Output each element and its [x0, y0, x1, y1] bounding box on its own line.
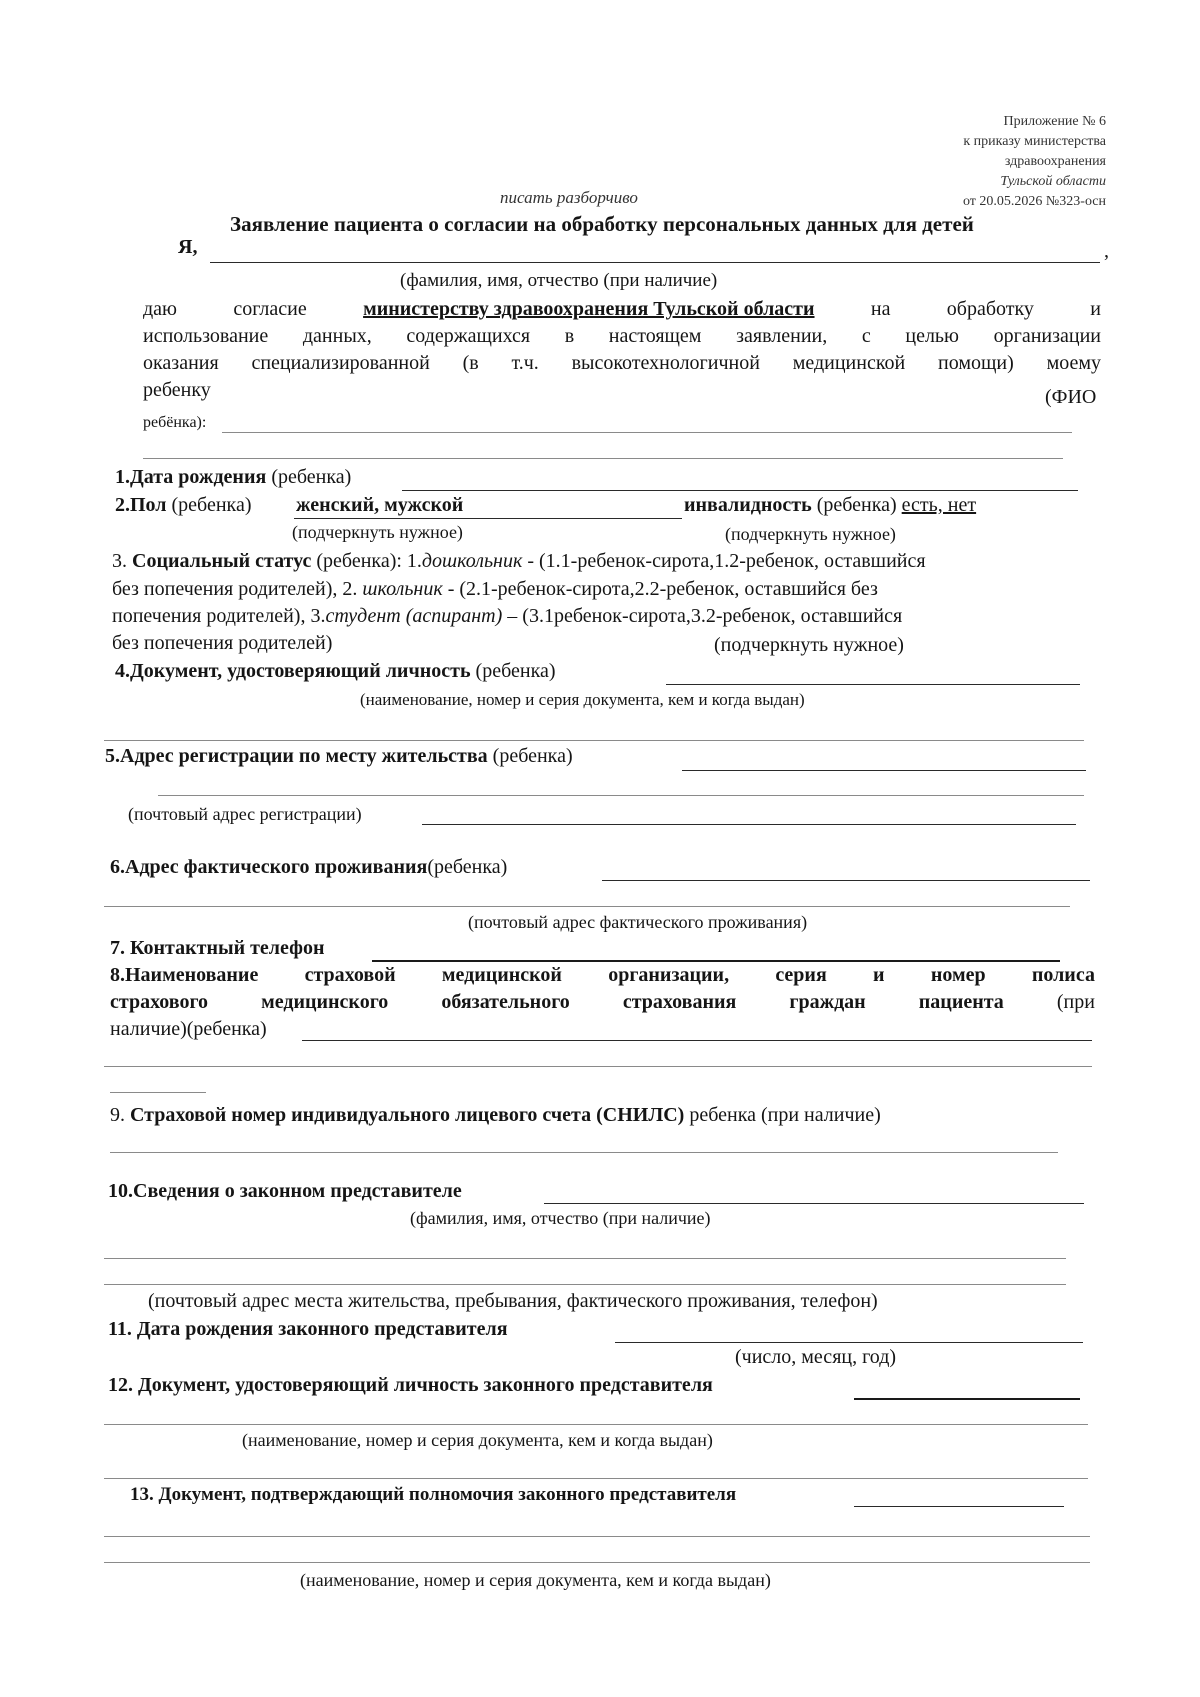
appendix-header: [880, 112, 1106, 212]
item3-l3-b: студент (аспирант): [325, 605, 503, 627]
insurance-word: (при: [1056, 991, 1095, 1013]
item2-label-row: [115, 494, 252, 517]
disability-options[interactable]: есть, нет: [901, 494, 977, 516]
applicant-name-line[interactable]: [210, 262, 1100, 263]
consent-line-1: [143, 298, 1101, 321]
item5-label: 5.Адрес регистрации по месту жительства: [105, 745, 488, 767]
insurance-line-1: [110, 964, 1095, 987]
registration-address-line[interactable]: [682, 770, 1086, 771]
consent-line-3: оказания специализированной (в т.ч. высокотехнологичной медицинской помощи) моему: [143, 352, 1101, 374]
insurance-word: граждан: [789, 991, 866, 1013]
item1-suffix: (ребенка): [271, 466, 352, 488]
i-label: Я,: [178, 236, 198, 258]
consent-word: и: [1090, 298, 1101, 320]
consent-line-4-right: (ФИО: [1045, 386, 1097, 408]
insurance-word: номер: [930, 964, 986, 986]
appendix-line-3: здравоохранения: [1004, 154, 1106, 169]
item3-l2-c: - (2.1-ребенок-сирота,2.2-ребенок, оставшийся без: [442, 578, 878, 600]
item11-hint: (число, месяц, год): [735, 1346, 897, 1368]
gender-hint: (подчеркнуть нужное): [292, 522, 463, 542]
item3-l1-c: - (1.1-ребенок-сирота,1.2-ребенок, оставшийся: [522, 550, 926, 572]
item9-suffix: ребенка (при наличие): [684, 1104, 881, 1126]
item3-l1-a: (ребенка): 1.: [316, 550, 422, 572]
item5-suffix: (ребенка): [492, 745, 573, 767]
appendix-line-1: Приложение № 6: [1003, 114, 1106, 129]
social-status-hint: (подчеркнуть нужное): [714, 634, 904, 656]
insurance-word: медицинского: [261, 991, 389, 1013]
item4-hint: (наименование, номер и серия документа, кем и когда выдан): [360, 690, 805, 709]
appendix-line-4: Тульской области: [1000, 174, 1106, 189]
insurance-word: страхования: [622, 991, 737, 1013]
item5-hint: (почтовый адрес регистрации): [128, 804, 362, 824]
item6-suffix: (ребенка): [427, 856, 508, 878]
birth-date-line[interactable]: [402, 490, 1078, 491]
insurance-line-2[interactable]: [104, 1066, 1092, 1067]
representative-line-2[interactable]: [104, 1258, 1066, 1259]
item3-num: 3.: [112, 550, 127, 572]
insurance-word: пациента: [918, 991, 1004, 1013]
ministry-name: министерству здравоохранения Тульской области: [363, 298, 815, 320]
comma: ,: [1104, 240, 1109, 262]
legible-note: писать разборчиво: [500, 188, 638, 207]
form-title: Заявление пациента о согласии на обработку персональных данных для детей: [230, 212, 974, 236]
id-document-line[interactable]: [666, 684, 1080, 685]
item1-label: 1.Дата рождения: [115, 466, 267, 488]
item10-label: 10.Сведения о законном представителе: [108, 1180, 462, 1202]
item3-l1-b: дошкольник: [421, 550, 523, 572]
consent-word: обработку: [946, 298, 1034, 320]
item6-label: 6.Адрес фактического проживания: [110, 856, 428, 878]
appendix-line-5: от 20.05.2026 №323-осн: [962, 194, 1106, 209]
authority-document-line-2[interactable]: [104, 1536, 1090, 1537]
consent-word: на: [870, 298, 891, 320]
insurance-line-3: наличие)(ребенка): [110, 1018, 267, 1040]
item2-label: 2.Пол: [115, 494, 167, 516]
item3-l3-a: попечения родителей), 3.: [112, 605, 326, 627]
social-status-line-3: [112, 605, 902, 628]
item10-hint: (фамилия, имя, отчество (при наличие): [410, 1208, 711, 1228]
insurance-line[interactable]: [302, 1040, 1092, 1041]
representative-name-line[interactable]: [544, 1203, 1084, 1204]
disability-suffix: (ребенка): [816, 494, 897, 516]
item3-l3-c: – (3.1ребенок-сирота,3.2-ребенок, оставшийся: [502, 605, 903, 627]
representative-id-line-2[interactable]: [104, 1424, 1088, 1425]
child-name-label: ребёнка):: [143, 414, 207, 431]
item3-label: Социальный статус: [132, 550, 312, 572]
item9-num: 9.: [110, 1104, 130, 1126]
item4-label-row: [115, 660, 556, 683]
representative-id-line-3[interactable]: [104, 1478, 1088, 1479]
insurance-word: и: [873, 964, 885, 986]
registration-address-line-2[interactable]: [158, 795, 1084, 796]
insurance-line-3[interactable]: [110, 1092, 206, 1093]
item2-suffix: (ребенка): [171, 494, 252, 516]
item5-label-row: [105, 745, 573, 768]
representative-line-3[interactable]: [104, 1284, 1066, 1285]
disability-row: [684, 494, 976, 517]
disability-hint: (подчеркнуть нужное): [725, 524, 896, 544]
social-status-line-2: [112, 578, 878, 601]
item13-label: 13. Документ, подтверждающий полномочия законного представителя: [130, 1484, 737, 1505]
item13-hint: (наименование, номер и серия документа, кем и когда выдан): [300, 1570, 771, 1590]
insurance-line-2: [110, 991, 1095, 1014]
consent-line-4-left: ребенку: [143, 379, 211, 401]
item9-row: [110, 1104, 881, 1127]
insurance-word: страхового: [110, 991, 209, 1013]
consent-word: согласие: [233, 298, 307, 320]
appendix-line-2: к приказу министерства: [963, 134, 1106, 149]
insurance-word: полиса: [1031, 964, 1095, 986]
representative-id-line[interactable]: [854, 1398, 1080, 1400]
item11-label: 11. Дата рождения законного представителя: [108, 1318, 508, 1340]
social-status-line-4: без попечения родителей): [112, 632, 333, 654]
item9-label: Страховой номер индивидуального лицевого счета (СНИЛС): [130, 1104, 685, 1126]
gender-line[interactable]: [294, 518, 682, 519]
insurance-word: медицинской: [441, 964, 562, 986]
item4-suffix: (ребенка): [475, 660, 556, 682]
item10-hint-2: (почтовый адрес места жительства, пребывания, фактического проживания, телефон): [148, 1290, 878, 1312]
actual-address-line-2[interactable]: [104, 906, 1070, 907]
child-name-line-2[interactable]: [143, 458, 1063, 459]
item3-l2-a: без попечения родителей), 2.: [112, 578, 363, 600]
item7-label: 7. Контактный телефон: [110, 937, 325, 959]
actual-address-line[interactable]: [602, 880, 1090, 881]
snils-line[interactable]: [110, 1152, 1058, 1153]
consent-word: даю: [143, 298, 177, 320]
item1-label-row: [115, 466, 351, 489]
item3-l2-b: школьник: [362, 578, 443, 600]
phone-line[interactable]: [372, 960, 1060, 962]
authority-document-line[interactable]: [854, 1506, 1064, 1507]
item4-label: 4.Документ, удостоверяющий личность: [115, 660, 471, 682]
insurance-word: 8.Наименование: [110, 964, 259, 986]
insurance-word: организации,: [608, 964, 730, 986]
item6-label-row: [110, 856, 507, 879]
disability-label: инвалидность: [684, 494, 812, 516]
consent-line-2: использование данных, содержащихся в настоящем заявлении, с целью организации: [143, 325, 1101, 347]
applicant-name-hint: (фамилия, имя, отчество (при наличие): [400, 270, 718, 291]
postal-registration-line[interactable]: [422, 824, 1076, 825]
social-status-line-1: [112, 550, 926, 573]
representative-birth-date-line[interactable]: [615, 1342, 1083, 1343]
item12-hint: (наименование, номер и серия документа, кем и когда выдан): [242, 1430, 713, 1450]
id-document-line-2[interactable]: [104, 740, 1084, 741]
insurance-word: обязательного: [441, 991, 570, 1013]
item6-hint: (почтовый адрес фактического проживания): [468, 912, 808, 932]
gender-options[interactable]: женский, мужской: [296, 494, 464, 516]
insurance-word: страховой: [304, 964, 396, 986]
child-name-line[interactable]: [222, 432, 1072, 433]
insurance-word: серия: [775, 964, 827, 986]
authority-document-line-3[interactable]: [104, 1562, 1090, 1563]
item12-label: 12. Документ, удостоверяющий личность законного представителя: [108, 1374, 713, 1396]
